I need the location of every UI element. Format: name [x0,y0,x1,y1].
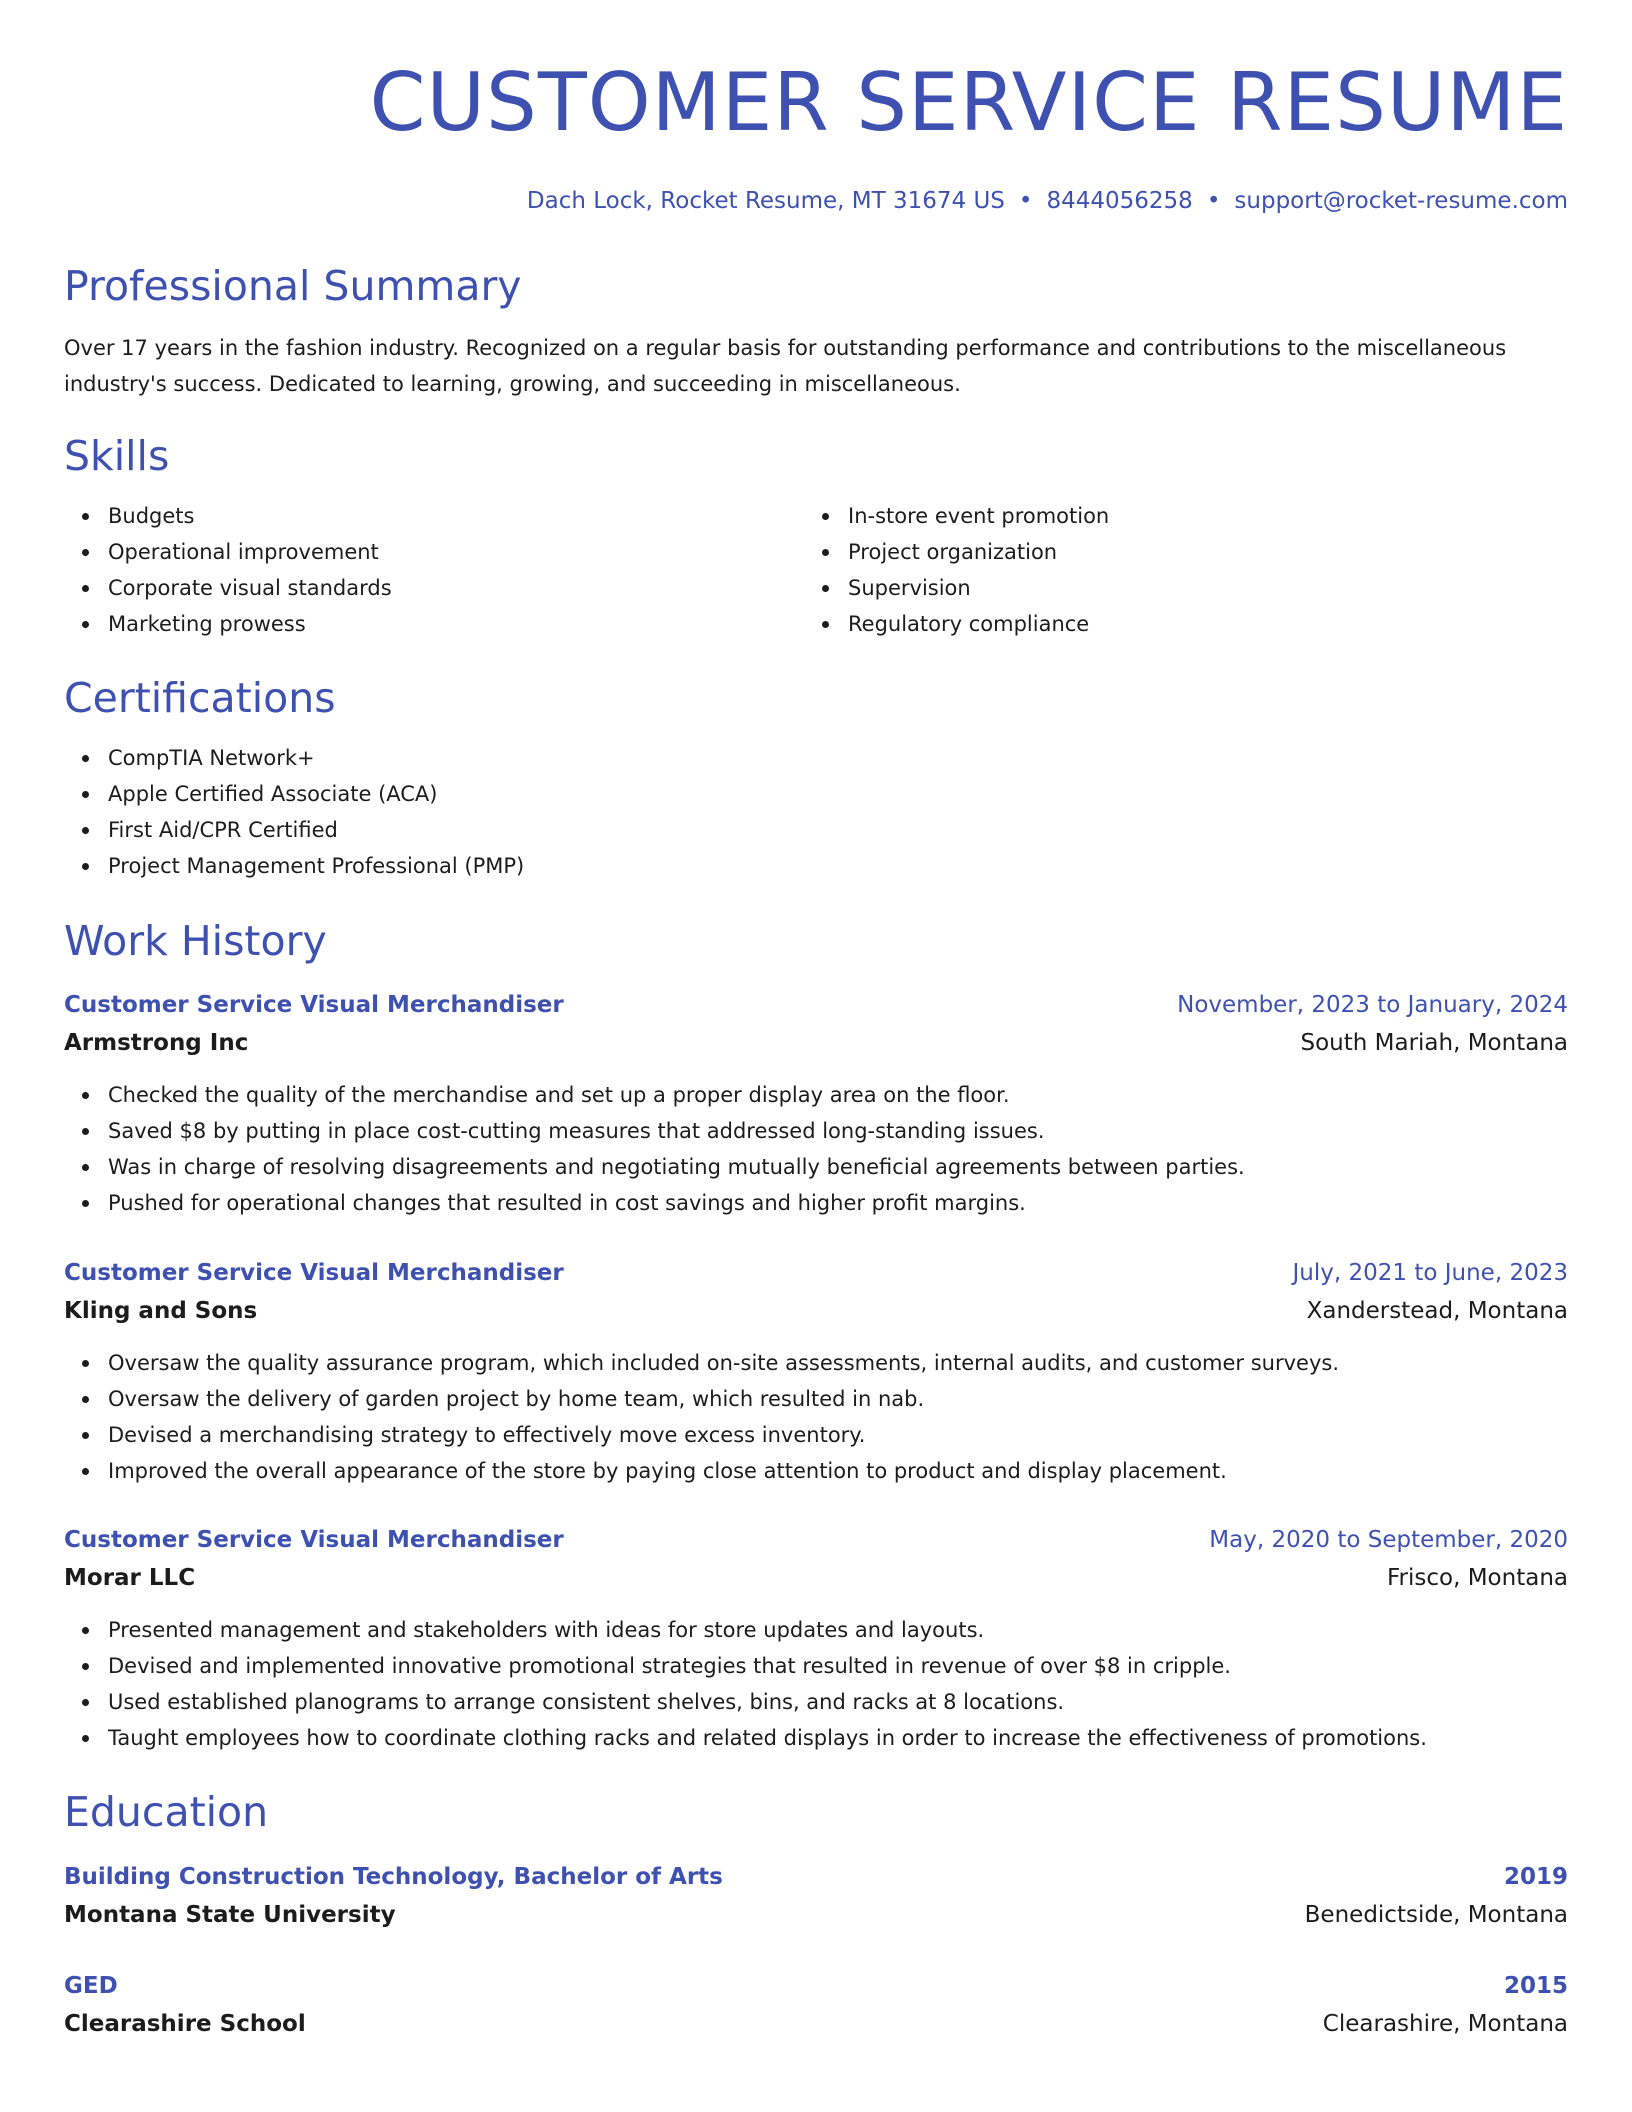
skill-item: In-store event promotion [848,498,1544,534]
skill-item: Regulatory compliance [848,606,1544,642]
contact-address: Dach Lock, Rocket Resume, MT 31674 US [526,188,1005,214]
skill-item: Supervision [848,570,1544,606]
skills-list-left [64,498,804,642]
job-bullet: Checked the quality of the merchandise and set up a proper display area on the floor. [108,1077,1568,1113]
job-bullets [64,1612,1568,1756]
section-heading: Certifications [64,674,336,722]
job-bullet: Saved $8 by putting in place cost-cutting measures that addressed long-standing issues. [108,1113,1568,1149]
education-location: Clearashire, Montana [1322,2011,1568,2037]
job-entry [64,1522,1568,1756]
job-bullet: Oversaw the quality assurance program, which included on-site assessments, internal audits, and customer surveys. [108,1345,1568,1381]
section-heading: Education [64,1788,269,1836]
certification-item: First Aid/CPR Certified [108,812,1568,848]
resume-header [64,48,1568,218]
contact-separator: • [1018,188,1033,214]
education-year: 2015 [1503,1973,1568,1999]
summary-text: Over 17 years in the fashion industry. Recognized on a regular basis for outstanding performance and contributions to the miscellaneous industry's success. Dedicated to learning, growing, and succeeding in miscellaneous. [64,336,1507,396]
job-bullet: Devised and implemented innovative promotional strategies that resulted in revenue of over $8 in cripple. [108,1648,1568,1684]
certification-item: Project Management Professional (PMP) [108,848,1568,884]
section-heading: Skills [64,432,170,480]
skill-item: Budgets [108,498,804,534]
skill-item: Corporate visual standards [108,570,804,606]
skills-section [64,428,1568,642]
education-year: 2019 [1503,1864,1568,1890]
job-company: Armstrong Inc [64,1030,249,1056]
job-bullet: Taught employees how to coordinate clothing racks and related displays in order to increase the effectiveness of promotions. [108,1720,1568,1756]
education-header-row [64,1859,1568,1895]
contact-separator: • [1206,188,1221,214]
education-school-row [64,2006,1568,2042]
skills-grid [64,498,1568,642]
job-company: Morar LLC [64,1565,196,1591]
job-title: Customer Service Visual Merchandiser [64,1260,564,1286]
job-company-row [64,1025,1568,1061]
job-dates: May, 2020 to September, 2020 [1209,1527,1568,1553]
job-location: Frisco, Montana [1386,1565,1568,1591]
job-location: Xanderstead, Montana [1306,1298,1568,1324]
job-header-row [64,1255,1568,1291]
job-bullet: Improved the overall appearance of the store by paying close attention to product and display placement. [108,1453,1568,1489]
section-heading: Professional Summary [64,262,522,310]
contact-phone: 8444056258 [1046,188,1193,214]
job-title: Customer Service Visual Merchandiser [64,1527,564,1553]
job-bullet: Devised a merchandising strategy to effectively move excess inventory. [108,1417,1568,1453]
job-entry [64,987,1568,1221]
job-bullet: Was in charge of resolving disagreements and negotiating mutually beneficial agreements between parties. [108,1149,1568,1185]
job-dates: July, 2021 to June, 2023 [1292,1260,1568,1286]
section-heading: Work History [64,917,327,965]
skill-item: Project organization [848,534,1544,570]
skills-column-left [64,498,804,642]
education-location: Benedictside, Montana [1304,1902,1568,1928]
job-bullet: Used established planograms to arrange consistent shelves, bins, and racks at 8 locations. [108,1684,1568,1720]
skills-column-right [804,498,1544,642]
education-section [64,1784,1568,1840]
job-entry [64,1255,1568,1489]
job-header-row [64,987,1568,1023]
certification-item: Apple Certified Associate (ACA) [108,776,1568,812]
job-company-row [64,1560,1568,1596]
job-location: South Mariah, Montana [1300,1030,1568,1056]
job-title: Customer Service Visual Merchandiser [64,992,564,1018]
summary-section [64,258,1568,402]
skills-list-right [804,498,1544,642]
contact-line [64,184,1568,218]
certifications-section [64,670,1568,884]
page-title: CUSTOMER SERVICE RESUME [369,56,1568,149]
education-school: Montana State University [64,1902,396,1928]
job-header-row [64,1522,1568,1558]
certification-item: CompTIA Network+ [108,740,1568,776]
job-dates: November, 2023 to January, 2024 [1177,992,1568,1018]
job-company: Kling and Sons [64,1298,258,1324]
certifications-list [64,740,1568,884]
job-bullet: Oversaw the delivery of garden project by home team, which resulted in nab. [108,1381,1568,1417]
education-header-row [64,1968,1568,2004]
education-entry [64,1859,1568,1933]
job-bullets [64,1077,1568,1221]
work-history-section [64,913,1568,969]
skill-item: Marketing prowess [108,606,804,642]
job-bullets [64,1345,1568,1489]
education-degree: GED [64,1973,118,1999]
education-degree: Building Construction Technology, Bachelor of Arts [64,1864,723,1890]
education-school-row [64,1897,1568,1933]
education-entry [64,1968,1568,2042]
job-bullet: Pushed for operational changes that resulted in cost savings and higher profit margins. [108,1185,1568,1221]
education-school: Clearashire School [64,2011,306,2037]
job-company-row [64,1293,1568,1329]
skill-item: Operational improvement [108,534,804,570]
contact-email[interactable]: support@rocket-resume.com [1234,188,1568,214]
job-bullet: Presented management and stakeholders with ideas for store updates and layouts. [108,1612,1568,1648]
